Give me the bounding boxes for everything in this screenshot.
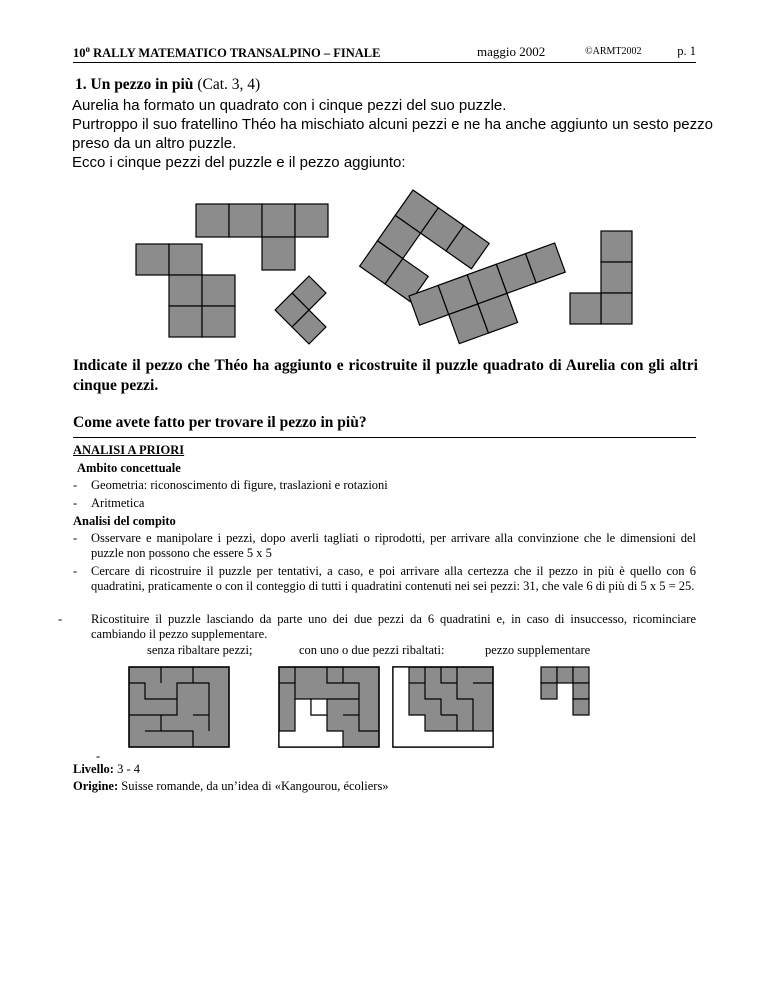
piece-v [275, 276, 343, 344]
livello: Livello: 3 - 4 [73, 762, 141, 776]
header-page-number: p. 1 [677, 44, 696, 58]
list-item: - Cercare di ricostruire il puzzle per tentativi, a caso, e poi arrivare alla certezza che il pezzo in più è quello con 6 quadratini, praticamente o con il conteggio di tutti i quadratini contenuti nei sei pezzi: 31, che vale 6 di più di 5 x 5 = 25. [73, 564, 696, 593]
piece-s [136, 244, 235, 337]
intro-line: preso da un altro puzzle. [72, 135, 237, 152]
piece-l [570, 231, 632, 324]
question-2: Come avete fatto per trovare il pezzo in più? [73, 414, 367, 431]
intro-line: Ecco i cinque pezzi del puzzle e il pezzo aggiunto: [72, 154, 406, 171]
solution-with-flip [279, 667, 379, 747]
list-item: - Aritmetica [73, 496, 145, 510]
header-month: maggio 2002 [477, 44, 546, 59]
page-header [73, 38, 696, 63]
intro-line: Aurelia ha formato un quadrato con i cinque pezzi del suo puzzle. [72, 97, 507, 114]
problem-intro [72, 96, 712, 172]
divider [73, 437, 696, 438]
list-item: - Ricostituire il puzzle lasciando da parte uno dei due pezzi da 6 quadratini e, in caso di insuccesso, ricominciare cambiando il pezzo supplementare. [58, 612, 696, 641]
stray-dash: - [96, 749, 101, 763]
analysis-title: ANALISI A PRIORI [73, 443, 185, 457]
piece-t [196, 204, 328, 270]
caption-with-flip: con uno o due pezzi ribaltati: [299, 643, 445, 657]
ambito-title: Ambito concettuale [77, 461, 181, 475]
list-item: - Osservare e manipolare i pezzi, dopo averli tagliati o riprodotti, per arrivare alla convinzione che le dimensioni del puzzle non possono che essere 5 x 5 [73, 531, 696, 560]
intro-line: Purtroppo il suo fratellino Théo ha mischiato alcuni pezzi e ne ha anche aggiunto un sesto pezzo [72, 116, 713, 133]
origine: Origine: Suisse romande, da un’idea di «Kangourou, écoliers» [73, 779, 389, 793]
solution-no-flip [129, 667, 229, 747]
piece-long [409, 243, 576, 345]
header-title: 10$^o$ RALLY MATEMATICO TRANSALPINO – FINALE [73, 44, 381, 61]
caption-extra-piece: pezzo supplementare [485, 643, 591, 657]
question-1: Indicate il pezzo che Théo ha aggiunto e ricostruite il puzzle quadrato di Aurelia con gli altri cinque pezzi. [73, 357, 698, 394]
caption-no-flip: senza ribaltare pezzi; [147, 643, 253, 657]
solution-figures [125, 665, 605, 755]
solution-two-flipped [393, 667, 493, 747]
compito-title: Analisi del compito [73, 514, 176, 528]
header-copyright: ©ARMT2002 [585, 46, 642, 57]
list-item: - Geometria: riconoscimento di figure, traslazioni e rotazioni [73, 478, 388, 492]
puzzle-pieces-figure [120, 170, 640, 345]
extra-piece [541, 667, 589, 715]
problem-title: 1. Un pezzo in più (Cat. 3, 4) [75, 76, 261, 93]
